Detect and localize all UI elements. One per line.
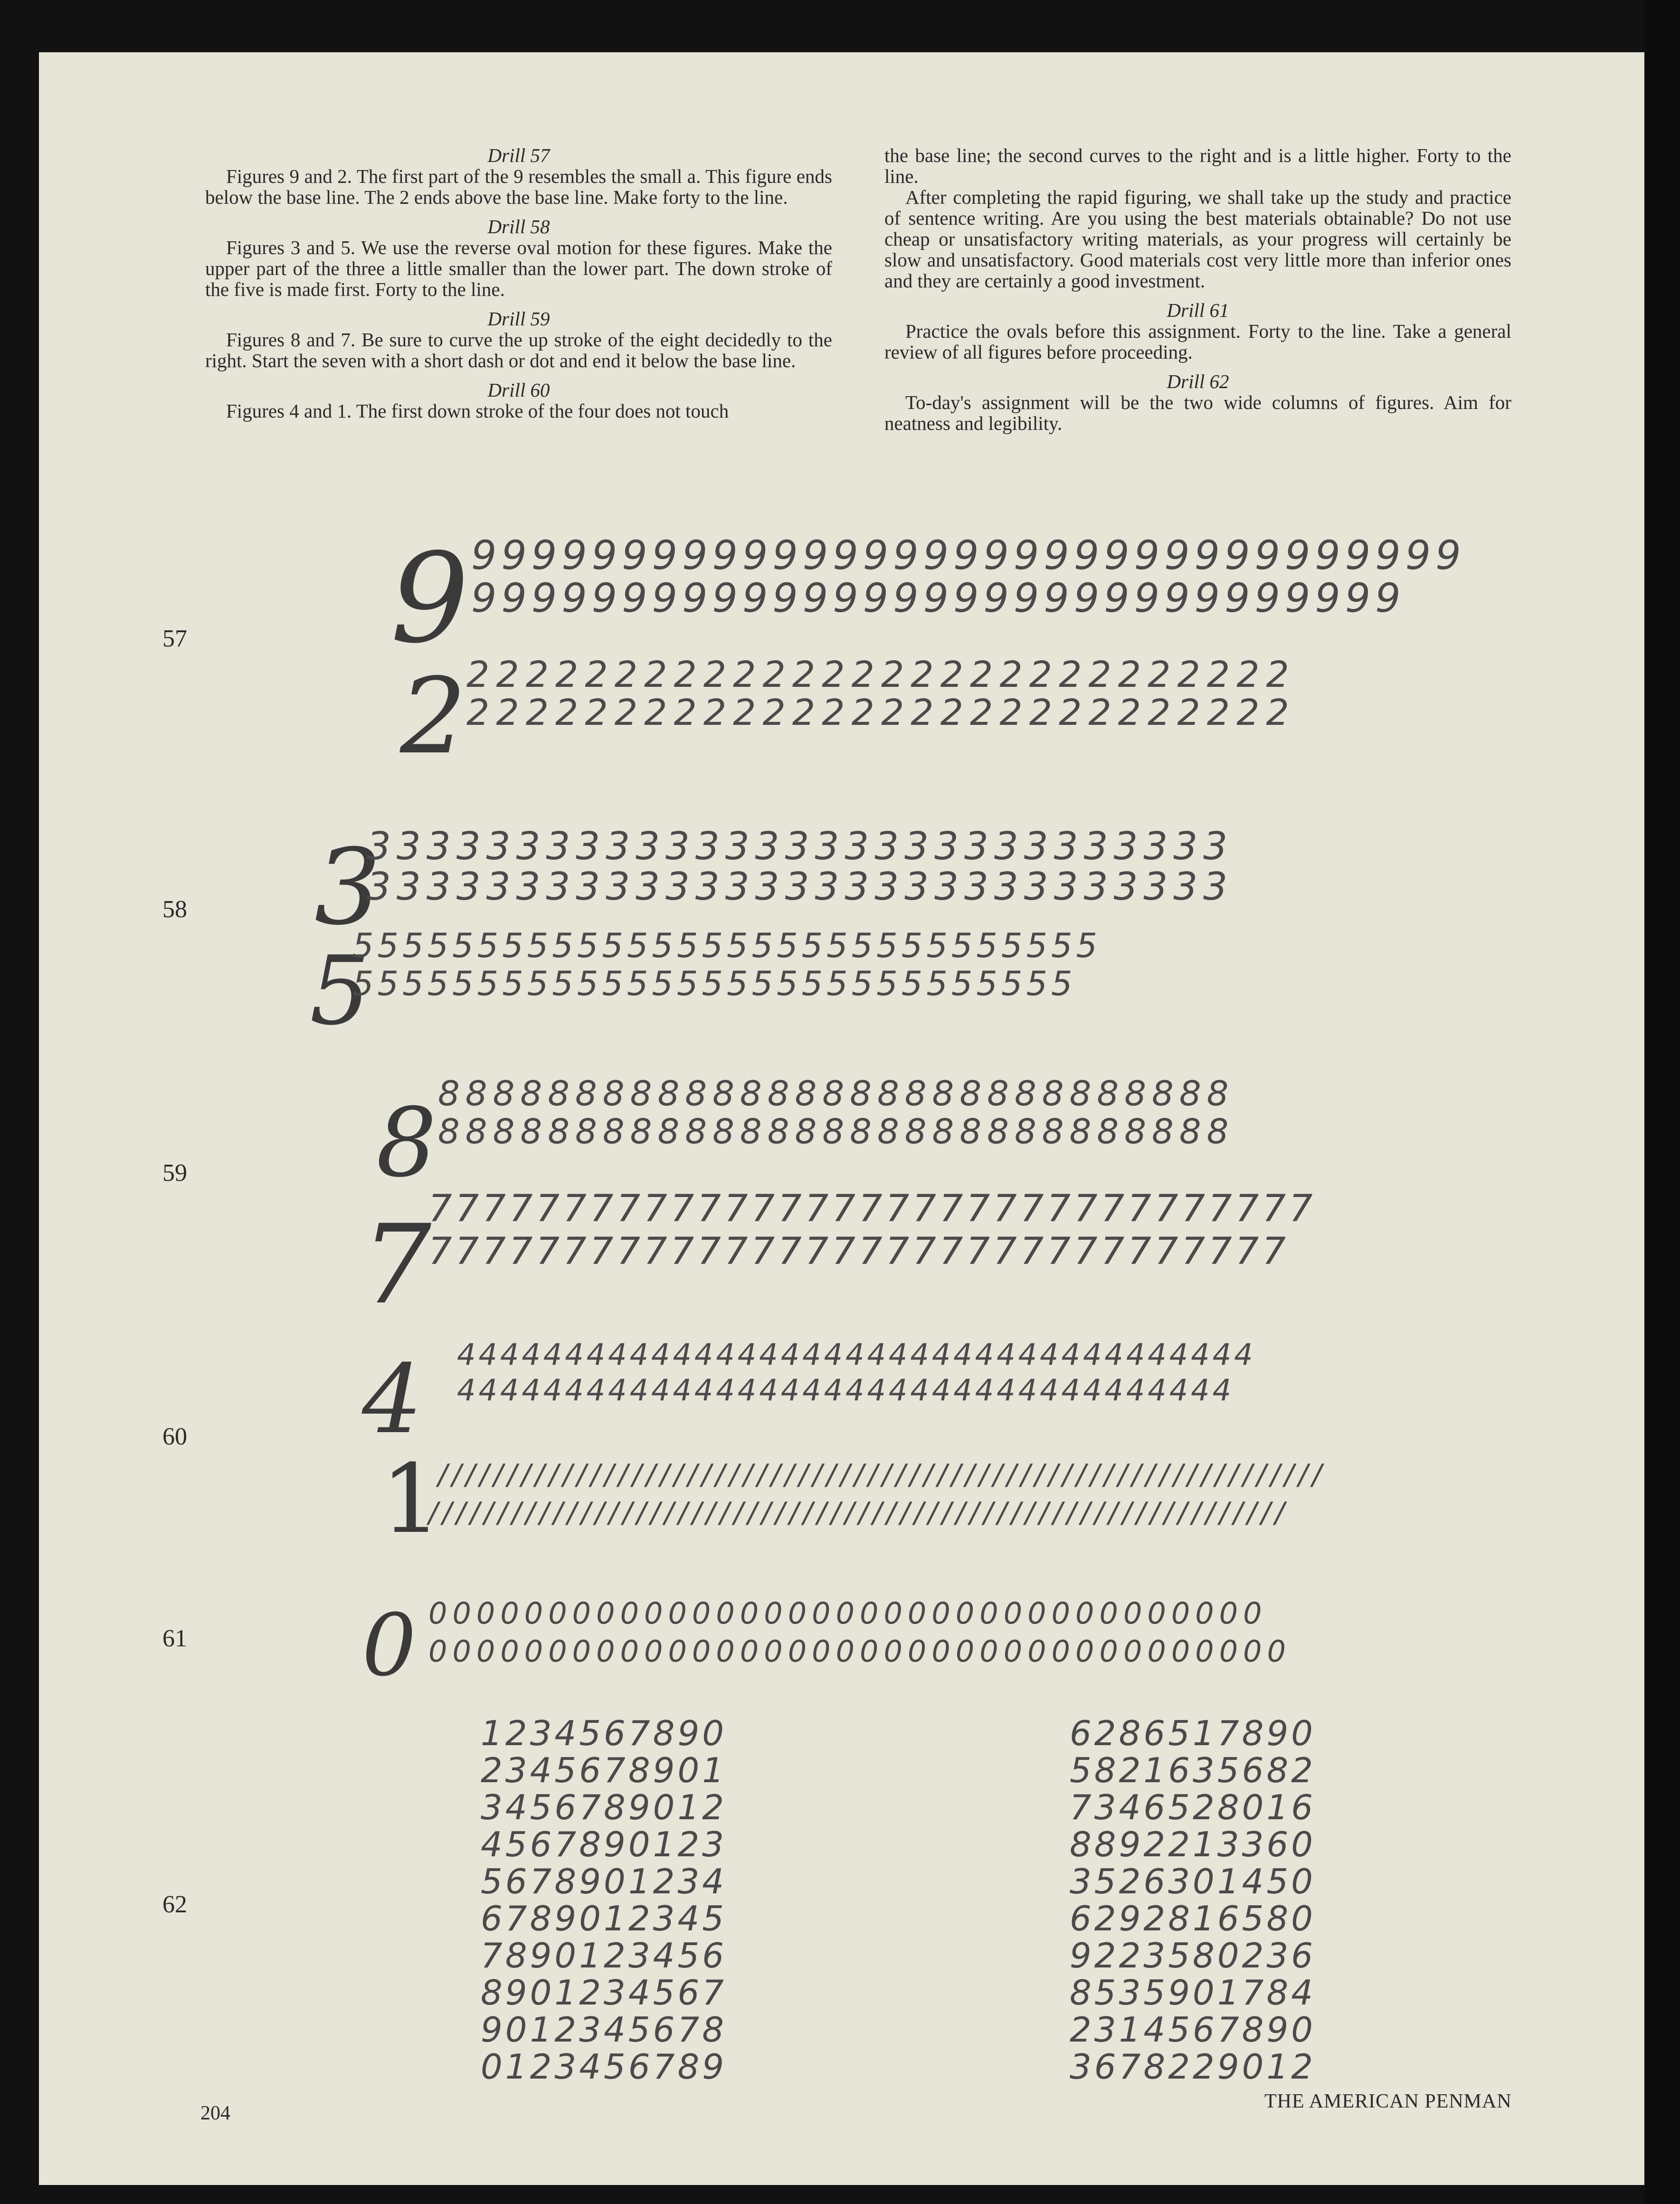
figure-line: 2345678901 bbox=[481, 1750, 727, 1790]
drill-heading: Drill 60 bbox=[487, 379, 550, 401]
large-figure-8: 8 bbox=[376, 1088, 437, 1198]
large-figure-9: 9 bbox=[390, 527, 469, 671]
figure-row-1-line1: //////////////////////////////////////////////////////////////// bbox=[438, 1458, 1326, 1492]
book-spine-shadow bbox=[1644, 0, 1680, 2204]
figure-line: 6286517890 bbox=[1070, 1713, 1316, 1753]
large-figure-2: 2 bbox=[400, 656, 466, 777]
drill-number-58: 58 bbox=[162, 896, 187, 923]
drill-heading: Drill 62 bbox=[1167, 370, 1229, 392]
figure-line: 3678229012 bbox=[1070, 2047, 1316, 2087]
drill-number-60: 60 bbox=[162, 1423, 187, 1450]
figure-line: 2314567890 bbox=[1070, 2010, 1316, 2050]
figure-row-5-line2: 55555555555555555555555555555 bbox=[352, 964, 1076, 1003]
figure-row-2-line1: 2222222222222222222222222222 bbox=[466, 653, 1296, 695]
figure-line: 3456789012 bbox=[481, 1787, 727, 1827]
figure-row-8-line2: 88888888888888888888888888888 bbox=[438, 1112, 1234, 1151]
figure-line: 1234567890 bbox=[481, 1713, 727, 1753]
figure-row-5-line1: 555555555555555555555555555555 bbox=[352, 926, 1101, 965]
figure-line: 6292816580 bbox=[1070, 1899, 1316, 1938]
drill-heading: Drill 59 bbox=[487, 308, 550, 330]
figure-row-3-line2: 33333333333333333333333333333 bbox=[367, 864, 1234, 909]
large-figure-1: 1 bbox=[381, 1444, 442, 1555]
running-head: THE AMERICAN PENMAN bbox=[1264, 2090, 1512, 2112]
text-column-right bbox=[884, 145, 1511, 434]
figure-row-3-line1: 33333333333333333333333333333 bbox=[367, 824, 1234, 868]
figure-row-8-line1: 88888888888888888888888888888 bbox=[438, 1074, 1234, 1113]
drill-heading: Drill 57 bbox=[487, 144, 550, 166]
figure-row-2-line2: 2222222222222222222222222222 bbox=[466, 691, 1296, 733]
figure-line: 8892213360 bbox=[1070, 1824, 1316, 1864]
large-figure-4: 4 bbox=[362, 1344, 423, 1455]
figure-column-left bbox=[481, 1715, 727, 2085]
paragraph: Practice the ovals before this assignment. Forty to the line. Take a general review of all figures before proceeding. bbox=[884, 320, 1511, 363]
drill-heading: Drill 61 bbox=[1167, 299, 1229, 321]
drill-number-62: 62 bbox=[162, 1891, 187, 1918]
figure-row-4-line2: 444444444444444444444444444444444444 bbox=[457, 1373, 1234, 1407]
page-number: 204 bbox=[200, 2102, 230, 2124]
figure-line: 5678901234 bbox=[481, 1862, 727, 1901]
book-page bbox=[39, 52, 1644, 2185]
figure-row-7-line2: 77777777777777777777777777777777 bbox=[428, 1230, 1290, 1273]
figure-line: 7346528016 bbox=[1070, 1787, 1316, 1827]
figure-row-9-line1: 999999999999999999999999999999999 bbox=[471, 532, 1466, 579]
figure-row-7-line1: 777777777777777777777777777777777 bbox=[428, 1188, 1316, 1230]
large-figure-5: 5 bbox=[310, 936, 370, 1046]
figure-row-0-line1: 00000000000000000000000000000000000 bbox=[428, 1596, 1267, 1631]
figure-row-0-line2: 000000000000000000000000000000000000 bbox=[428, 1634, 1291, 1669]
figure-row-4-line1: 4444444444444444444444444444444444444 bbox=[457, 1337, 1256, 1372]
paragraph: To-day's assignment will be the two wide columns of figures. Aim for neatness and legibility. bbox=[884, 391, 1511, 434]
figure-line: 8535901784 bbox=[1070, 1973, 1316, 2013]
figure-line: 9223580236 bbox=[1070, 1936, 1316, 1976]
figure-row-1-line2: ////////////////////////////////////////////////////////////// bbox=[428, 1496, 1289, 1530]
paragraph: After completing the rapid figuring, we shall take up the study and practice of sentence writing. Are you using the best materials obtainable? Do not use cheap or unsatisfactory writing materials, as your progress will certainly be slow and unsatisfactory. Good materials cost very little more than inferior ones and they are certainly a good investment. bbox=[884, 186, 1511, 292]
large-figure-7: 7 bbox=[362, 1202, 432, 1329]
figure-line: 7890123456 bbox=[481, 1936, 727, 1976]
figure-line: 0123456789 bbox=[481, 2047, 727, 2087]
drill-number-57: 57 bbox=[162, 625, 187, 652]
paragraph: Figures 3 and 5. We use the reverse oval motion for these figures. Make the upper part of the three a little smaller than the lower part. The down stroke of the five is made first. Forty to the line. bbox=[205, 237, 832, 300]
paragraph: Figures 9 and 2. The first part of the 9 resembles the small a. This figure ends below the base line. The 2 ends above the base line. Make forty to the line. bbox=[205, 165, 832, 208]
paragraph: Figures 8 and 7. Be sure to curve the up stroke of the eight decidedly to the right. Start the seven with a short dash or dot and end it below the base line. bbox=[205, 329, 832, 371]
figure-line: 6789012345 bbox=[481, 1899, 727, 1938]
figure-line: 4567890123 bbox=[481, 1824, 727, 1864]
figure-row-9-line2: 9999999999999999999999999999999 bbox=[471, 575, 1405, 621]
figure-line: 9012345678 bbox=[481, 2010, 727, 2050]
figure-column-right bbox=[1070, 1715, 1316, 2085]
drill-number-61: 61 bbox=[162, 1625, 187, 1652]
figure-line: 5821635682 bbox=[1070, 1750, 1316, 1790]
paragraph: Figures 4 and 1. The first down stroke of the four does not touch bbox=[226, 400, 729, 422]
figure-line: 8901234567 bbox=[481, 1973, 727, 2013]
drill-number-59: 59 bbox=[162, 1159, 187, 1187]
figure-line: 3526301450 bbox=[1070, 1862, 1316, 1901]
text-column-left bbox=[205, 145, 832, 421]
paragraph: the base line; the second curves to the right and is a little higher. Forty to the line. bbox=[884, 144, 1511, 187]
drill-heading: Drill 58 bbox=[487, 216, 550, 238]
large-figure-3: 3 bbox=[314, 826, 381, 948]
large-figure-0: 0 bbox=[362, 1596, 417, 1695]
